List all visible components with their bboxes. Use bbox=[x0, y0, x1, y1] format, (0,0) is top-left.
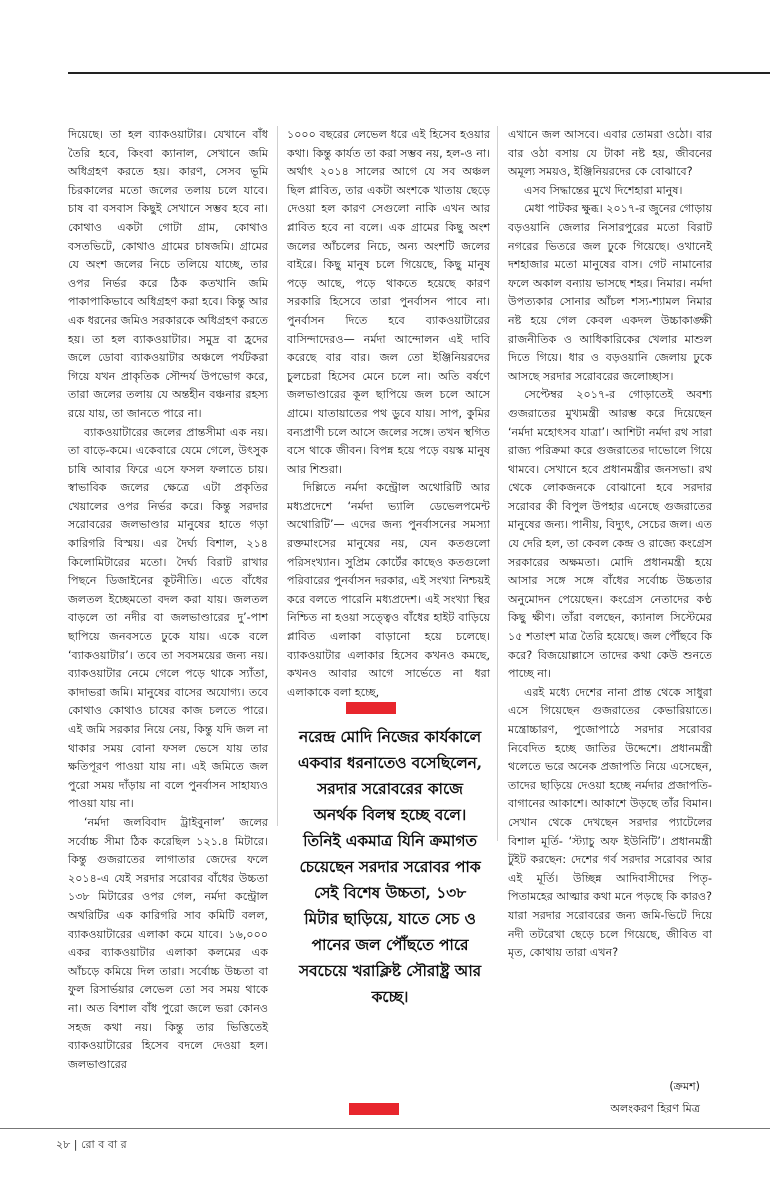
magazine-name: রো ব বা র bbox=[81, 1138, 127, 1151]
article-column-3 bbox=[508, 126, 712, 963]
illustration-credit: অলংকরণ হিরণ মিত্র bbox=[610, 1102, 700, 1115]
column-divider bbox=[277, 126, 278, 826]
article-column-2 bbox=[287, 126, 490, 702]
article-credits bbox=[610, 1076, 700, 1120]
paragraph: দিয়েছে। তা হল ব্যাকওয়াটার। যেখানে বাঁধ তৈরি হবে, কিংবা ক্যানাল, সেখানে জমি অধিগ্রহণ করতে হয়। কারণ, সেসব ভূমি চিরকালের মতো জলের তলায় চলে যাবে। চাষ বা বসবাস কিছুই সেখানে সম্ভব হবে না। কোথাও একটা গোটা গ্রাম, কোথাও বসতভিটে, কোথাও গ্রামের চাষজমি। গ্রামের যে অংশ জলের নিচে তলিয়ে যাচ্ছে, তার ওপর নির্ভর করে ঠিক কতখানি জমি পাকাপাকিভাবে অধিগ্রহণ করা হবে। কিন্তু আর এক ধরনের জমিও সরকারকে অধিগ্রহণ করতে হয়। তা হল ব্যাকওয়াটার। সমুদ্র বা হ্রদের জলে ডোবা ব্যাকওয়াটার অঞ্চলে পর্যটকরা গিয়ে যখন প্রাকৃতিক সৌন্দর্য উপভোগ করে, তারা জলের তলায় যে অন্তহীন বঞ্চনার রহস্য রয়ে যায়, তা জানতে পারে না। bbox=[68, 128, 268, 420]
header-rule bbox=[68, 72, 770, 74]
continued-label: (ক্রমশ) bbox=[669, 1080, 700, 1093]
footer-separator: | bbox=[73, 1138, 78, 1151]
paragraph: মেধা পাটকর ক্ষুব্ধ। ২০১৭-র জুনের গোড়ায় বড়ওয়ানি জেলার নিসারপুরের মতো বিরাট নগরের ভিতরে জল ঢুকে গিয়েছে। ওখানেই দশহাজার মতো মানুষের বাস। গেট নামানোর ফলে অকাল বন্যায় ভাসছে শহর। নিমার। নর্মদা উপত্যকার সোনার আঁচল শস্য-শ্যামল নিমার নষ্ট হয়ে গেল কেবল একদল উচ্চাকাঙ্ক্ষী রাজনীতিক ও আধিকারিকের খেলার মাশুল দিতে গিয়ে। ধার ও বড়ওয়ানি জেলায় ঢুকে আসছে সরদার সরোবরের জলোচ্ছাস। bbox=[508, 202, 713, 383]
article-column-1 bbox=[68, 126, 268, 1074]
pull-quote-bottom-bar bbox=[349, 1103, 399, 1115]
paragraph: ব্যাকওয়াটারের জলের প্রান্তসীমা এক নয়। তা বাড়ে-কমে। একেবারে যেমে গেলে, উৎসুক চাষি আবার ফিরে এসে ফসল ফলাতে চায়। স্বাভাবিক জলের ক্ষেত্রে এটা প্রকৃতির খেয়ালের ওপর নির্ভর করে। কিন্তু সরদার সরোবরের জলভাণ্ডার মানুষের হাতে গড়া কারিগরি বিস্ময়। এর দৈর্ঘ্য বিশাল, ২১৪ কিলোমিটারের মতো। দৈর্ঘ্য বিরাট রাখার পিছনে ডিজাইনের কূটনীতি। এতে বাঁধের জলতল ইচ্ছেমতো বদল করা যায়। জলতল বাড়লে তা নদীর বা জলভাণ্ডারের দু’-পাশ ছাপিয়ে জনবসতে ঢুকে যায়। একে বলে ‘ব্যাকওয়াটার’। তবে তা সবসময়ের জন্য নয়। ব্যাকওয়াটার নেমে গেলে পড়ে থাকে স্যাঁতা, কাদাভরা জমি। মানুষের বাসের অযোগ্য। তবে কোথাও কোথাও চাষের কাজ চলতে পারে। এই জমি সরকার নিয়ে নেয়, কিন্তু যদি জল না থাকার সময় বোনা ফসল ভেসে যায় তার ক্ষতিপূরণ পাওয়া যায় না। এই জমিতে জল পুরো সময় দাঁড়ায় না বলে পুনর্বাসন সাহায্যও পাওয়া যায় না। bbox=[68, 425, 268, 811]
pull-quote-text: নরেন্দ্র মোদি নিজের কার্যকালে একবার ধরনাতেও বসেছিলেন, সরদার সরোবরের কাজে অনর্থক বিলম্ব হচ্ছে বলে। তিনিই একমাত্র যিনি ক্রমাগত চেয়েছেন সরদার সরোবর পাক সেই বিশেষ উচ্চতা, ১৩৮ মিটার ছাড়িয়ে, যাতে সেচ ও পানের জল পৌঁছতে পারে সবচেয়ে খরাক্লিষ্ট সৌরাষ্ট্র আর কচ্ছে। bbox=[297, 728, 483, 1006]
page-footer bbox=[56, 1136, 127, 1155]
footer-rule bbox=[0, 1128, 770, 1129]
paragraph: সেপ্টেম্বর ২০১৭-র গোড়াতেই অবশ্য গুজরাতের মুখ্যমন্ত্রী আরম্ভ করে দিয়েছেন ‘নর্মদা মহোৎসব যাত্রা’। আশিটা নর্মদা রথ সারা রাজ্য পরিক্রমা করে গুজরাতের দাভোলে গিয়ে থামবে। সেখানে হবে প্রধানমন্ত্রীর জনসভা। রথ থেকে লোকজনকে বোঝানো হবে সরদার সরোবর কী বিপুল উপহার এনেছে গুজরাতের মানুষের জন্য। পানীয়, বিদ্যুৎ, সেচের জল। এত যে দেরি হল, তা কেবল কেন্দ্র ও রাজ্যে কংগ্রেস সরকারের অক্ষমতা। মোদি প্রধানমন্ত্রী হয়ে আসার সঙ্গে সঙ্গে বাঁধের সর্বোচ্চ উচ্চতার অনুমোদন পেয়েছেন। কংগ্রেস নেতাদের কণ্ঠ কিছু ক্ষীণ। তাঁরা বলছেন, ক্যানাল সিস্টেমের ১৫ শতাংশ মাত্র তৈরি হয়েছে। জল পৌঁছবে কি করে? বিজয়োল্লাসে তাদের কথা কেউ শুনতে পাচ্ছে না। bbox=[508, 388, 712, 681]
page-number: ২৮ bbox=[56, 1138, 71, 1151]
paragraph: ‘নর্মদা জলবিবাদ ট্রাইবুনাল’ জলের সর্বোচ্চ সীমা ঠিক করেছিল ১২১.৪ মিটারে। কিন্তু গুজরাতের লাগাতার জেদের ফলে ২০১৪-এ যেই সরদার সরোবর বাঁধের উচ্চতা ১৩৮ মিটারের ওপর গেল, নর্মদা কন্ট্রোল অথরিটির এক কারিগরি সাব কমিটি বলল, ব্যাকওয়াটারের এলাকা কমে যাবে। ১৬,০০০ একর ব্যাকওয়াটার এলাকা কলমের এক আঁচড়ে কমিয়ে দিল তারা। সর্বোচ্চ উচ্চতা বা ফুল রিসার্ভয়ার লেভেল তো সব সময় থাকে না। অত বিশাল বাঁধ পুরো জলে ভরা কোনও সহজ কথা নয়। কিন্তু তার ভিত্তিতেই ব্যাকওয়াটারের হিসেব বদলে দেওয়া হল। জলভাণ্ডারের bbox=[68, 815, 268, 1071]
paragraph: এসব সিদ্ধান্তের মুখে দিশেহারা মানুষ। bbox=[524, 183, 683, 197]
paragraph: এরই মধ্যে দেশের নানা প্রান্ত থেকে সাধুরা এসে গিয়েছেন গুজরাতের কেভারিয়াতে। মন্ত্রোচ্চারণ, পুজোপাঠে সরদার সরোবর নিবেদিত হচ্ছে জাতির উদ্দেশে। প্রধানমন্ত্রী থলেতে ভরে অনেক প্রজাপতি নিয়ে এসেছেন, তাদের ছাড়িয়ে দেওয়া হচ্ছে নর্মদার প্রজাপতি-বাগানের আকাশে। আকাশে উড়ছে তাঁর বিমান। সেখান থেকে দেখছেন সরদার প্যাটেলের বিশাল মূর্তি- ‘স্ট্যাচু অফ ইউনিটি’। প্রধানমন্ত্রী টুইট করছেন: দেশের গর্ব সরদার সরোবর আর এই মূর্তি। উচ্ছিন্ন আদিবাসীদের পিতৃ-পিতামহের আত্মার কথা মনে পড়ছে কি কারও? যারা সরদার সরোবরের জন্য জমি-ভিটে দিয়ে নদী তটরেখা ছেড়ে চলে গিয়েছে, জীবিত বা মৃত, কোথায় তারা এখন? bbox=[508, 685, 712, 960]
paragraph: ১০০০ বছরের লেভেল ধরে এই হিসেব হওয়ার কথা। কিন্তু কার্যত তা করা সম্ভব নয়, হল-ও না। অর্থাৎ ২০১৪ সালের আগে যে সব অঞ্চল ছিল প্লাবিত, তার একটা অংশকে খাতায় ছেড়ে দেওয়া হল কারণ সেগুলো নাকি এখন আর প্লাবিত হবে না বলে। এক গ্রামের কিছু অংশ জলের আঁচলের নিচে, অন্য অংশটি জলের বাইরে। কিছু মানুষ চলে গিয়েছে, কিছু মানুষ পড়ে আছে, পড়ে থাকতে হয়েছে কারণ সরকারি হিসেবে তারা পুনর্বাসন পাবে না। পুনর্বাসন দিতে হবে ব্যাকওয়াটারের বাসিন্দাদেরও— নর্মদা আন্দোলন এই দাবি করেছে বার বার। জল তো ইঞ্জিনিয়রদের চুলচেরা হিসেব মেনে চলে না। অতি বর্ষণে জলভাণ্ডারের কূল ছাপিয়ে জল চলে আসে গ্রামে। যাতায়াতের পথ ডুবে যায়। সাপ, কুমির বন্যপ্রাণী চলে আসে জলের সঙ্গে। তখন স্থগিত বসে থাকে জীবন। বিপন্ন হয়ে পড়ে বয়স্ক মানুষ আর শিশুরা। bbox=[287, 128, 490, 476]
pull-quote-top-bar bbox=[346, 702, 396, 714]
paragraph: এখানে জল আসবে। এবার তোমরা ওঠো। বার বার ওঠা বসায় যে টাকা নষ্ট হয়, জীবনের অমূল্য সময়ও, ইঞ্জিনিয়রদের কে বোঝাবে? bbox=[508, 128, 712, 179]
column-divider bbox=[497, 126, 498, 841]
paragraph: দিল্লিতে নর্মদা কন্ট্রোল অথোরিটি আর মধ্যপ্রদেশে ‘নর্মদা ভ্যালি ডেভেলপমেন্ট অথোরিটি’— এদের জন্য পুনর্বাসনের সমস্যা রক্তমাংসের মানুষের নয়, যেন কতগুলো পরিসংখ্যান। সুপ্রিম কোর্টের কাছেও কতগুলো পরিবারের পুনর্বাসন দরকার, এই সংখ্যা নিশ্চয়ই করে বলতে পারেনি মধ্যপ্রদেশ। এই সংখ্যা স্থির নিশ্চিত না হওয়া সত্ত্বেও বাঁধের হাইট বাড়িয়ে প্লাবিত এলাকা বাড়ানো হয়ে চলেছে। ব্যাকওয়াটার এলাকার হিসেব কখনও কমছে, কখনও আবার আগে সার্ভেতে না ধরা এলাকাকে বলা হচ্ছে, bbox=[287, 481, 490, 699]
